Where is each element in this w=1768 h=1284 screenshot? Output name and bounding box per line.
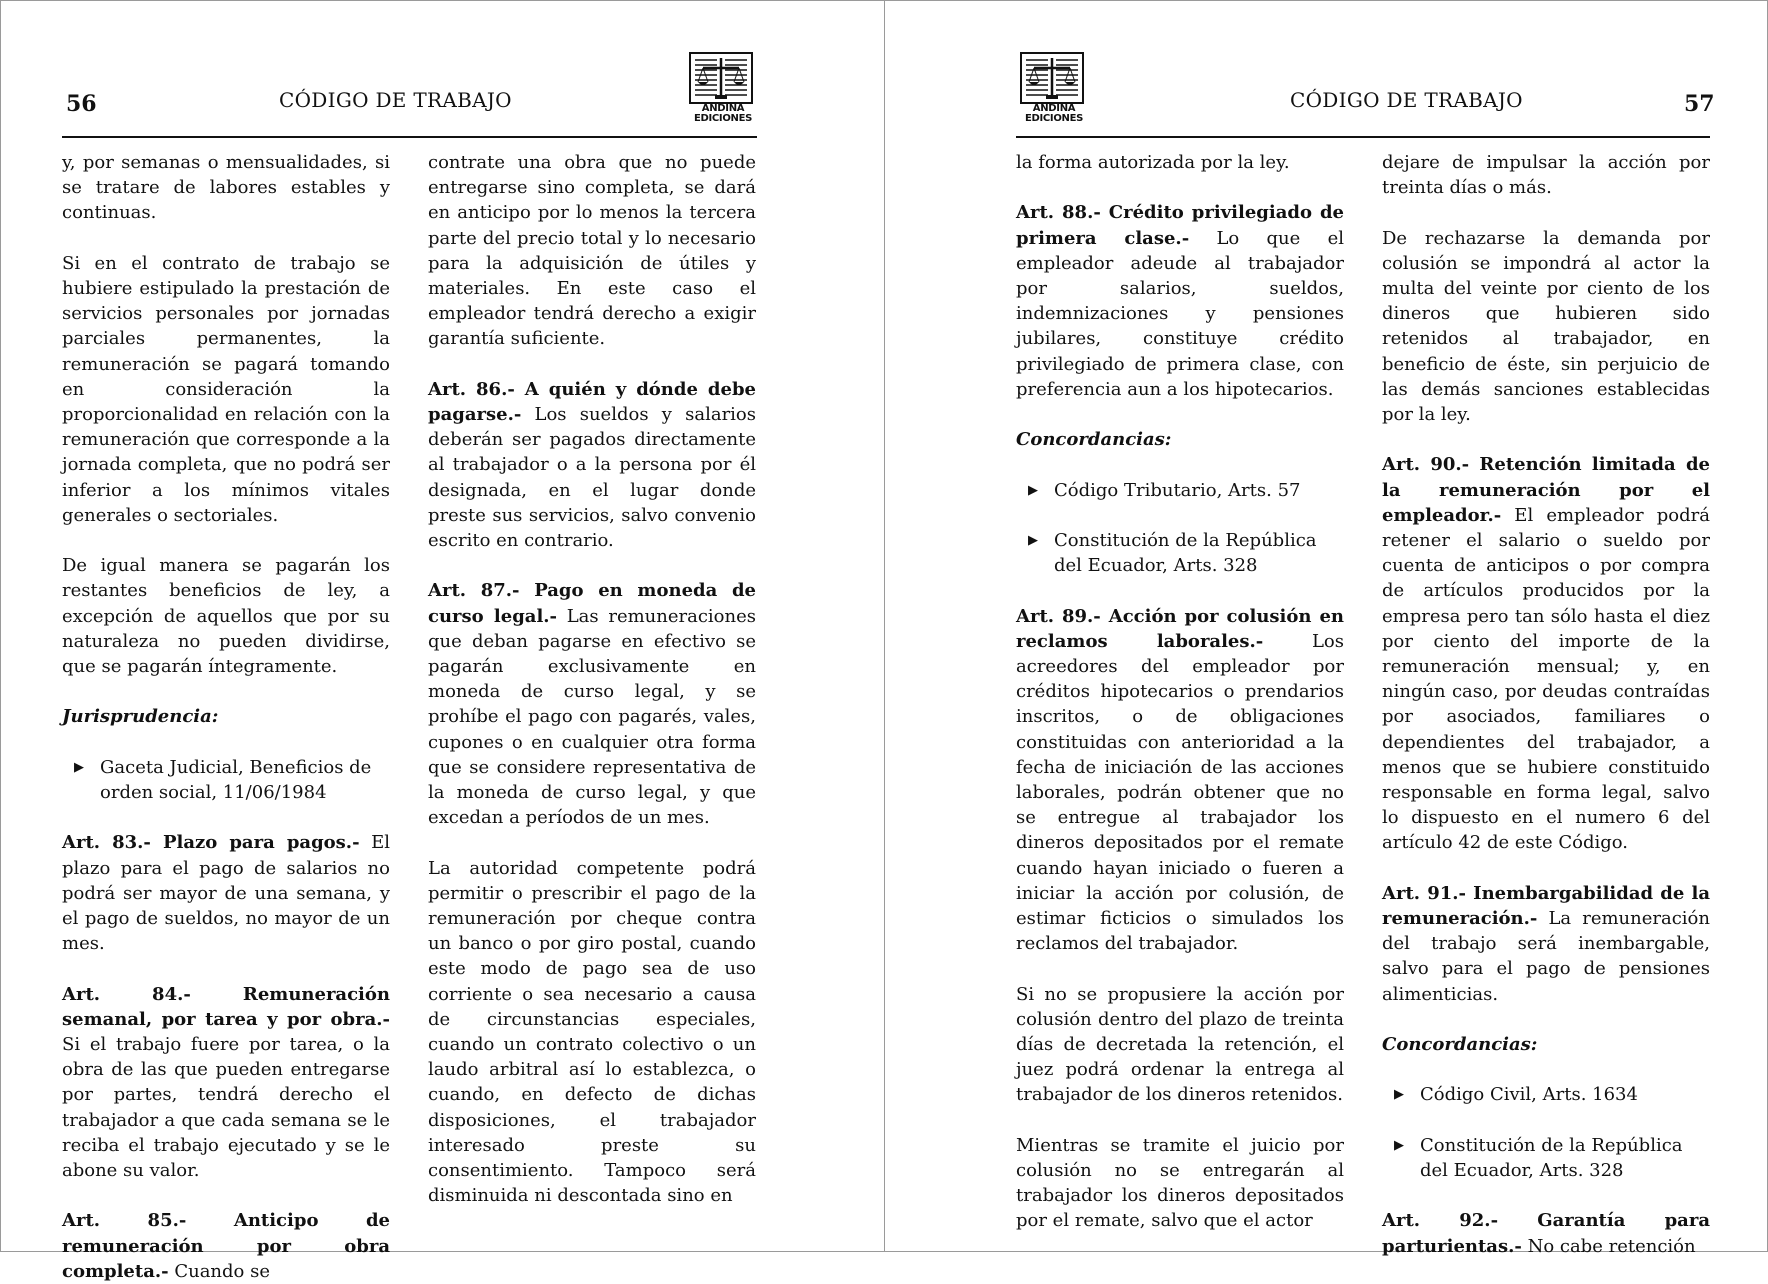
scales-of-justice-icon	[1020, 52, 1088, 104]
citation-item	[1016, 478, 1344, 503]
right-page	[888, 0, 1768, 1257]
triangle-bullet-icon: ▶	[74, 759, 84, 775]
article-92	[1382, 1208, 1710, 1258]
triangle-bullet-icon: ▶	[1394, 1137, 1404, 1153]
paragraph: la forma autorizada por la ley.	[1016, 152, 1290, 173]
page-number: 57	[1684, 91, 1715, 117]
concordancias-block	[1016, 427, 1344, 578]
logo-text-line2: EDICIONES	[693, 113, 753, 124]
article-body: Lo que el empleador adeude al trabajador por salarios, sueldos, indemnizaciones y pensiones jubilares, constituye crédito privilegiado de primera clase, con preferencia aun a los hipotecarios.	[1016, 227, 1344, 400]
article-body: Los acreedores del empleador por créditos hipotecarios o prendarios inscritos, o de obligaciones constituidas con anterioridad a la fecha de iniciación de las acciones laborales, podrán obtener que no se entregue al trabajador los dineros depositados por el remate cuando hayan iniciado o fueren a iniciar la acción por colusión, de estimar ficticios o simulados los reclamos del trabajador.	[1016, 630, 1344, 955]
citation-item	[1016, 528, 1344, 578]
citation-text: Constitución de la República del Ecuador, Arts. 328	[1420, 1134, 1683, 1182]
left-column-2	[428, 150, 756, 1208]
article-heading: Art. 90.- Retención limitada de la remuneración por el empleador.-	[1382, 454, 1710, 526]
logo-text-line2: EDICIONES	[1024, 113, 1084, 124]
article-body: Las remuneraciones que deban pagarse en efectivo se pagarán exclusivamente en moneda de curso legal, y se prohíbe el pago con pagarés, vales, cupones o en cualquier otra forma que se considere representativa de la moneda de curso legal, y que excedan a períodos de un mes.	[428, 605, 756, 829]
article-87	[428, 578, 756, 830]
right-column-2	[1382, 150, 1710, 1259]
concordancias-block	[1382, 1032, 1710, 1183]
logo-text-line1: ANDINA	[1032, 103, 1076, 114]
article-heading: Art. 92.- Garantía para parturientas.-	[1382, 1210, 1710, 1257]
paragraph: y, por semanas o mensualidades, si se tratare de labores estables y continuas.	[62, 152, 390, 224]
section-heading: Concordancias:	[1016, 429, 1172, 451]
section-heading: Jurisprudencia:	[62, 706, 219, 728]
article-body: No cabe retención	[1521, 1235, 1696, 1257]
paragraph: La autoridad competente podrá permitir o prescribir el pago de la remuneración por cheque contra un banco o por giro postal, cuando este modo de pago sea de uso corriente o sea necesario a causa de circunstancias especiales, cuando un contrato colectivo o un laudo arbitral así lo establezca, o cuando, en defecto de dichas disposiciones, el trabajador interesado preste su consentimiento. Tampoco será disminuida ni descontada sino en	[428, 857, 756, 1207]
article-83	[62, 830, 390, 956]
left-page	[0, 0, 880, 1282]
article-heading: Art. 83.- Plazo para pagos.-	[62, 832, 360, 854]
scales-of-justice-icon	[689, 52, 757, 104]
article-body: El plazo para el pago de salarios no podrá ser mayor de una semana, y el pago de sueldos, no mayor de un mes.	[62, 832, 390, 955]
jurisprudencia-block	[62, 704, 390, 805]
article-body: Cuando se	[168, 1260, 270, 1282]
article-91	[1382, 881, 1710, 1007]
article-body: Los sueldos y salarios deberán ser pagados directamente al trabajador o a la persona por él designada, en el lugar donde preste sus servicios, salvo convenio escrito en contrario.	[428, 404, 756, 552]
article-89	[1016, 604, 1344, 957]
triangle-bullet-icon: ▶	[1028, 532, 1038, 548]
paragraph: Mientras se tramite el juicio por colusión no se entregarán al trabajador los dineros depositados por el remate, salvo que el actor	[1016, 1134, 1344, 1232]
article-heading: Art. 87.- Pago en moneda de curso legal.-	[428, 580, 756, 627]
running-header-title: CÓDIGO DE TRABAJO	[279, 88, 512, 112]
citation-text: Código Civil, Arts. 1634	[1420, 1084, 1638, 1106]
article-heading: Art. 85.- Anticipo de remuneración por obra completa.-	[62, 1210, 390, 1282]
citation-item	[62, 755, 390, 805]
article-body: El empleador podrá retener el salario o sueldo por cuenta de anticipos o por compra de artículos producidos por la empresa pero tan sólo hasta el diez por ciento del importe de la remuneración mensual; y, en ningún caso, por deudas contraídas por asociados, familiares o dependientes del trabajador, a menos que se hubiere constituido responsable en forma legal, salvo lo dispuesto en el numero 6 del artículo 42 de este Código.	[1382, 504, 1710, 854]
article-84	[62, 982, 390, 1184]
citation-text: Código Tributario, Arts. 57	[1054, 479, 1301, 501]
page-number: 56	[66, 91, 97, 117]
citation-text: Gaceta Judicial, Beneficios de orden social, 11/06/1984	[100, 756, 372, 804]
triangle-bullet-icon: ▶	[1028, 482, 1038, 498]
paragraph: dejare de impulsar la acción por treinta días o más.	[1382, 152, 1710, 199]
citation-item	[1382, 1133, 1710, 1183]
logo-text-line1: ANDINA	[701, 103, 745, 114]
citation-item	[1382, 1082, 1710, 1107]
article-86	[428, 377, 756, 553]
article-body: Si el trabajo fuere por tarea, o la obra de las que pueden entregarse por partes, tendrá derecho el trabajador a que cada semana se le reciba el trabajo ejecutado y se le abone su valor.	[62, 1034, 390, 1182]
article-heading: Art. 88.- Crédito privilegiado de primera clase.-	[1016, 202, 1344, 249]
article-heading: Art. 91.- Inembargabilidad de la remuneración.-	[1382, 882, 1710, 930]
citation-text: Constitución de la República del Ecuador, Arts. 328	[1054, 529, 1317, 577]
publisher-logo	[1020, 52, 1088, 124]
header-rule	[62, 136, 757, 138]
article-88	[1016, 200, 1344, 402]
paragraph: contrate una obra que no puede entregarse sino completa, se dará en anticipo por lo menos la tercera parte del precio total y lo necesario para la adquisición de útiles y materiales. En este caso el empleador tendrá derecho a exigir garantía suficiente.	[428, 152, 756, 350]
article-body: La remuneración del trabajo será inembargable, salvo para el pago de pensiones alimenticias.	[1382, 908, 1710, 1005]
article-90	[1382, 452, 1710, 855]
paragraph: Si no se propusiere la acción por colusión dentro del plazo de treinta días de decretada la retención, el juez podrá ordenar la entrega al trabajador de los dineros retenidos.	[1016, 983, 1344, 1106]
running-header-title: CÓDIGO DE TRABAJO	[1290, 88, 1523, 112]
article-heading: Art. 89.- Acción por colusión en reclamos laborales.-	[1016, 605, 1344, 652]
paragraph: Si en el contrato de trabajo se hubiere estipulado la prestación de servicios personales por jornadas parciales permanentes, la remuneración se pagará tomando en consideración la proporcionalidad en relación con la remuneración que corresponde a la jornada completa, que no podrá ser inferior a los mínimos vitales generales o sectoriales.	[62, 252, 390, 526]
header-rule	[1016, 136, 1710, 138]
triangle-bullet-icon: ▶	[1394, 1087, 1404, 1103]
paragraph: De rechazarse la demanda por colusión se impondrá al actor la multa del veinte por ciento de los dineros que hubieren sido retenidos al trabajador, en beneficio de éste, sin perjuicio de las demás sanciones establecidas por la ley.	[1382, 227, 1710, 426]
paragraph: De igual manera se pagarán los restantes beneficios de ley, a excepción de aquellos que por su naturaleza no pueden dividirse, que se pagarán íntegramente.	[62, 555, 390, 678]
book-gutter	[884, 0, 885, 1252]
article-heading: Art. 86.- A quién y dónde debe pagarse.-	[428, 378, 756, 426]
section-heading: Concordancias:	[1382, 1034, 1538, 1056]
article-heading: Art. 84.- Remuneración semanal, por tarea y por obra.-	[62, 983, 390, 1030]
article-85	[62, 1208, 390, 1284]
left-column-1	[62, 150, 390, 1284]
publisher-logo	[689, 52, 757, 124]
right-column-1	[1016, 150, 1344, 1234]
